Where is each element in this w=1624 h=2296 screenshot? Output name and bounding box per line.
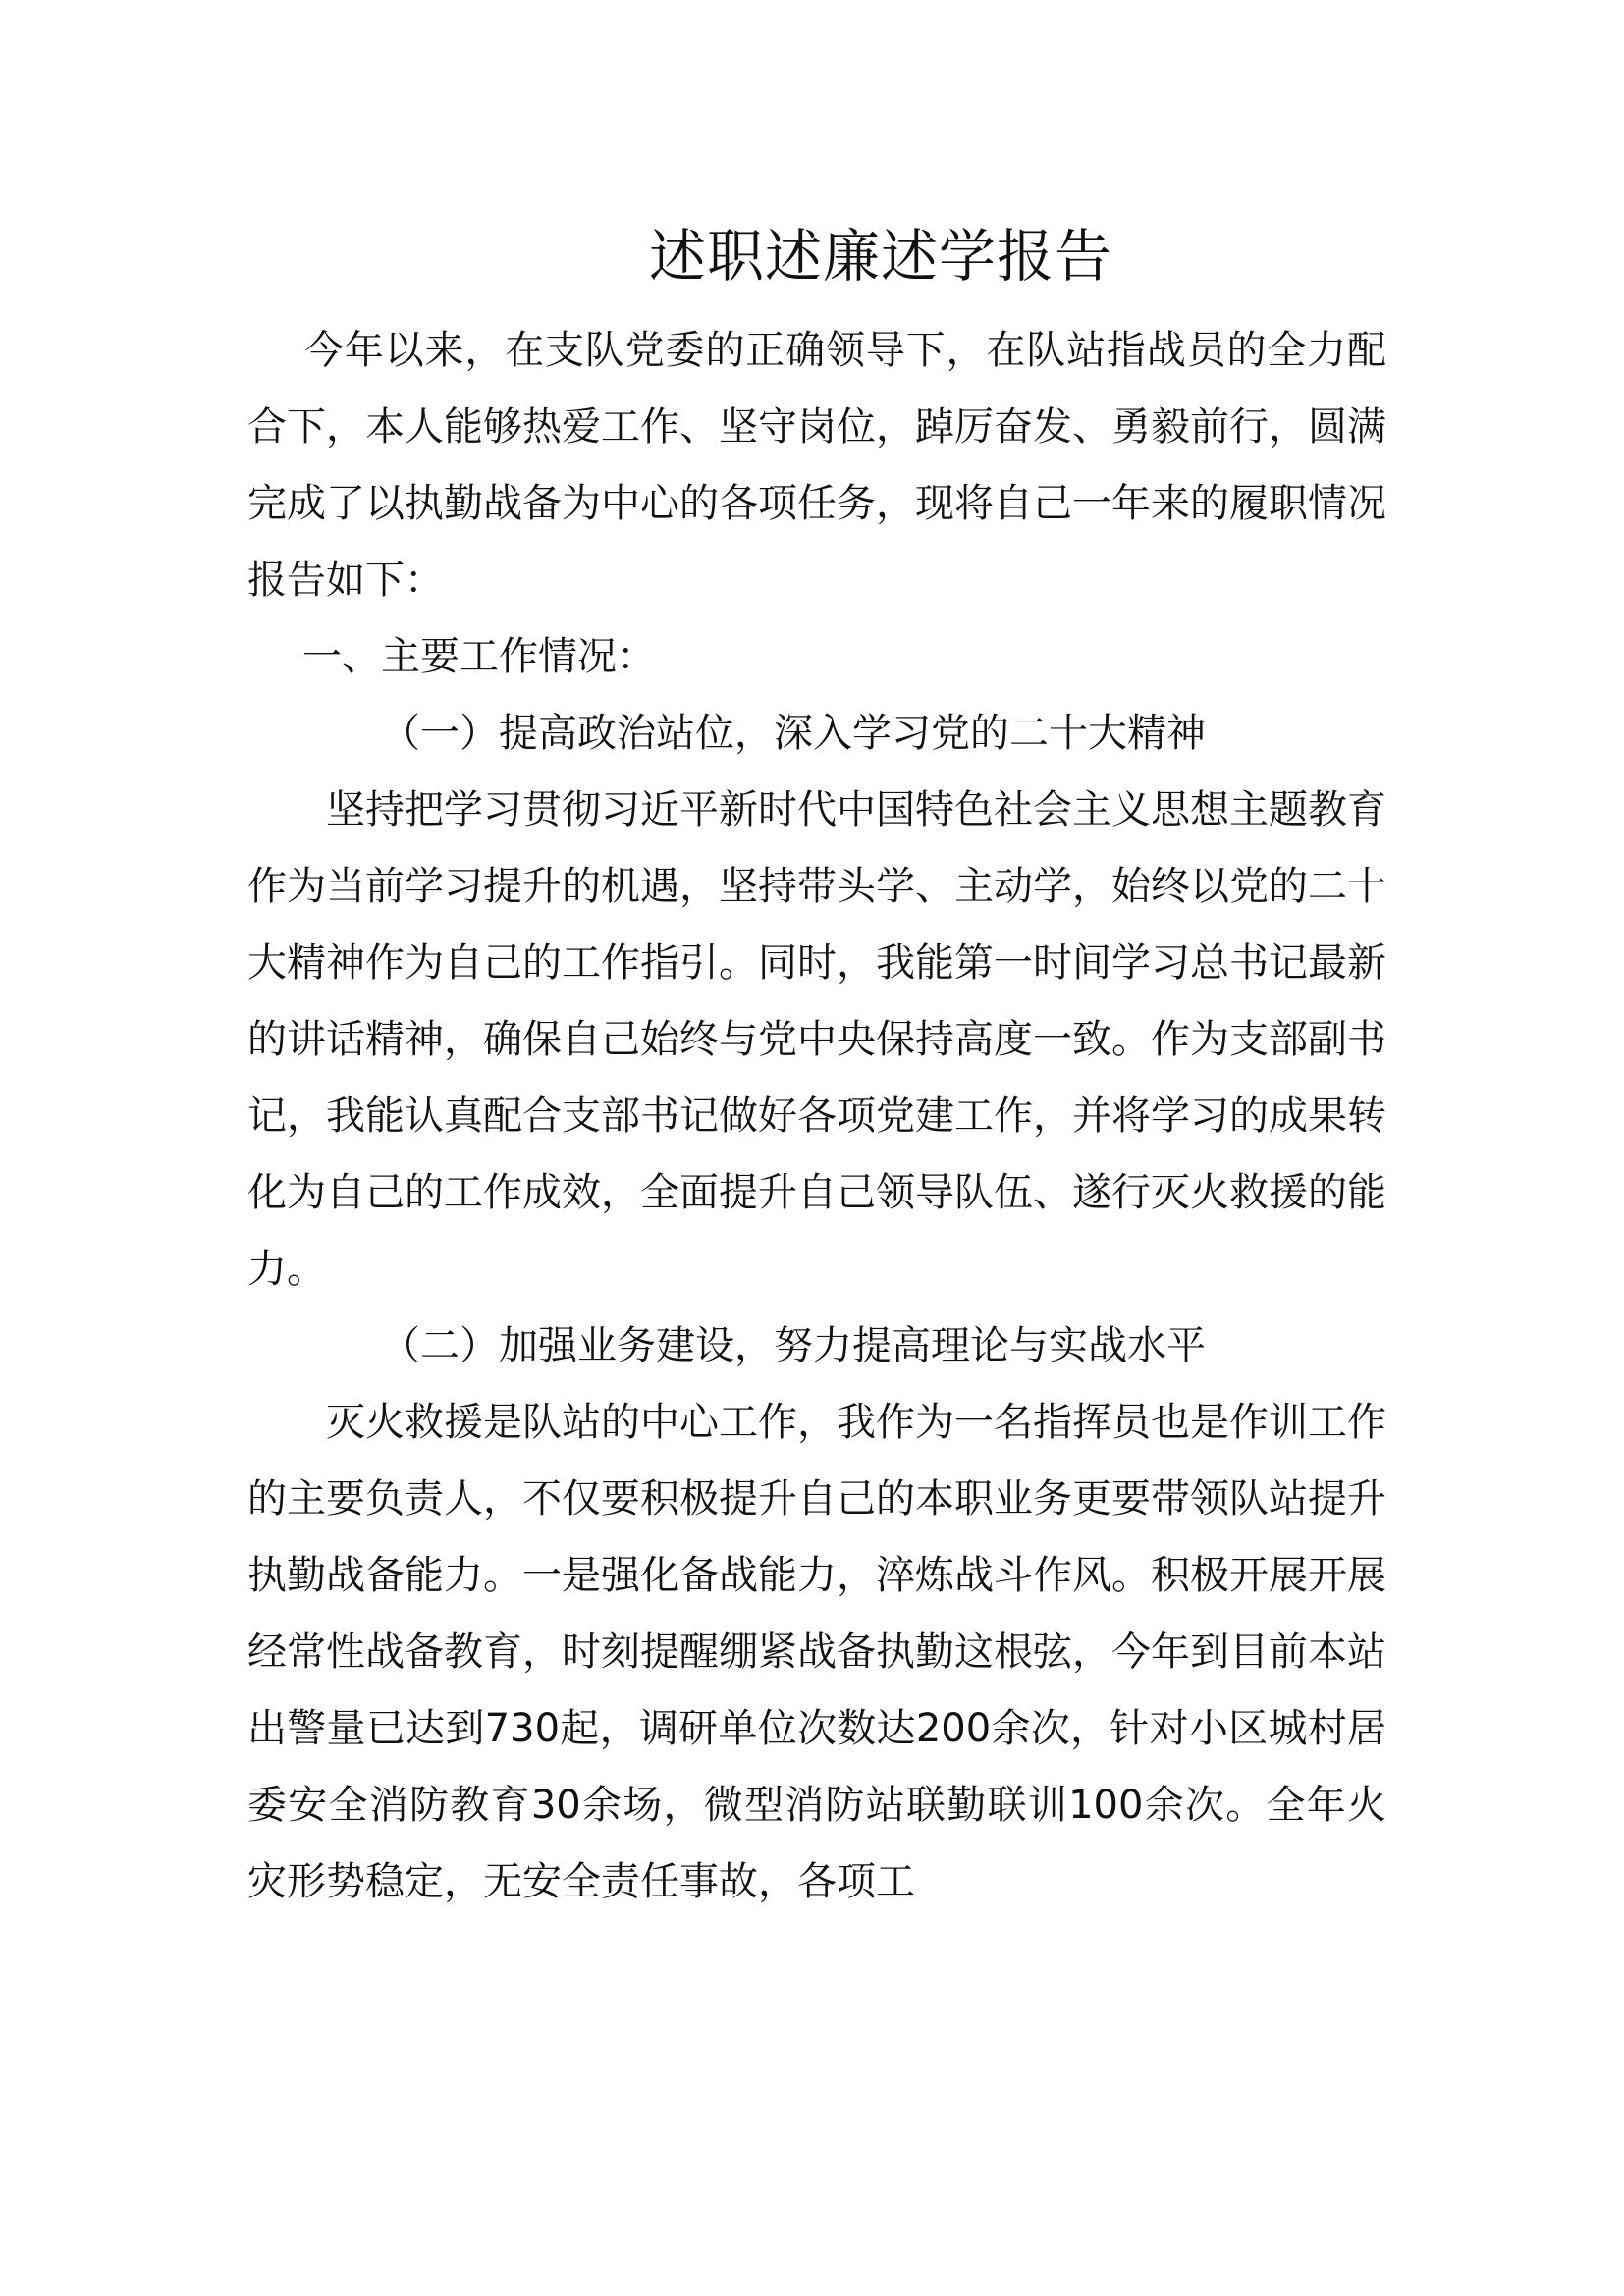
subsection-heading-political: （一）提高政治站位，深入学习党的二十大精神 xyxy=(381,711,1206,756)
section-heading-main-work: 一、主要工作情况： xyxy=(302,634,656,679)
paragraph-political-study: 坚持把学习贯彻习近平新时代中国特色社会主义思想主题教育作为当前学习提升的机遇，坚持带头学、主动学，始终以党的二十大精神作为自己的工作指引。同时，我能第一时间学习总书记最新的讲话精神，确保自己始终与党中央保持高度一致。作为支部副书记，我能认真配合支部书记做好各项党建工作，并将学习的成果转化为自己的工作成效，全面提升自己领导队伍、遂行灭火救援的能力。 xyxy=(247,787,1386,1292)
intro-paragraph: 今年以来，在支队党委的正确领导下，在队站指战员的全力配合下，本人能够热爱工作、坚守岗位，踔厉奋发、勇毅前行，圆满完成了以执勤战备为中心的各项任务，现将自己一年来的履职情况报告如下： xyxy=(247,328,1386,603)
paragraph-professional-work: 灭火救援是队站的中心工作，我作为一名指挥员也是作训工作的主要负责人，不仅要积极提升自己的本职业务更要带领队站提升执勤战备能力。一是强化备战能力，淬炼战斗作风。积极开展开展经常性战备教育，时刻提醒绷紧战备执勤这根弦，今年到目前本站出警量已达到730起，调研单位次数达200余次，针对小区城村居委安全消防教育30余场，微型消防站联勤联训100余次。全年火灾形势稳定，无安全责任事故，各项工 xyxy=(247,1400,1386,1904)
document-body xyxy=(247,312,1386,1920)
document-title: 述职述廉述学报告 xyxy=(648,223,1112,290)
subsection-heading-professional: （二）加强业务建设，努力提高理论与实战水平 xyxy=(381,1323,1206,1368)
